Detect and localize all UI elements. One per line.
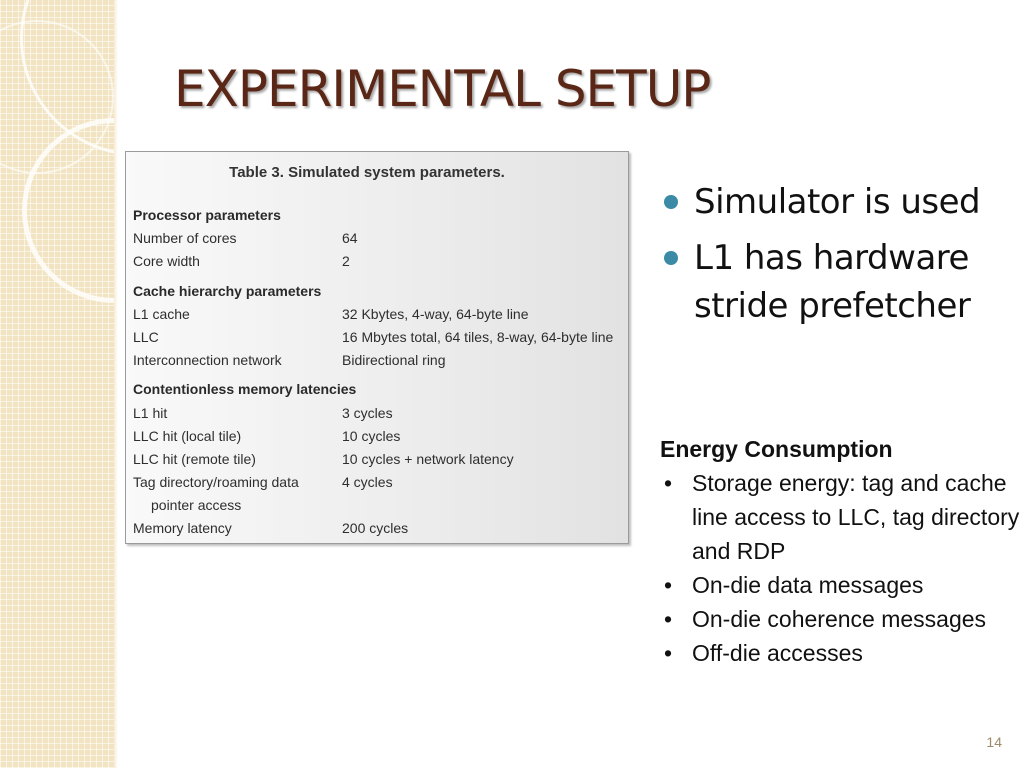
energy-consumption-block <box>660 432 1020 670</box>
param-label: Interconnection network <box>133 352 282 368</box>
param-value: Bidirectional ring <box>342 352 446 368</box>
param-label: Number of cores <box>133 230 237 246</box>
energy-list <box>660 466 1020 670</box>
energy-item <box>660 602 1020 636</box>
table-section-heading: Contentionless memory latencies <box>133 381 357 397</box>
param-label: Core width <box>133 253 200 269</box>
param-label: LLC <box>133 329 159 345</box>
table-row <box>133 327 613 347</box>
param-label: Memory latency <box>133 520 232 536</box>
param-label: LLC hit (local tile) <box>133 428 242 444</box>
table-row <box>133 518 408 538</box>
bullet-item <box>660 178 1020 226</box>
table-section-heading: Processor parameters <box>133 207 281 223</box>
param-value: 2 <box>342 253 350 269</box>
table-row <box>133 426 400 446</box>
param-value: 16 Mbytes total, 64 tiles, 8-way, 64-byte line <box>342 329 614 345</box>
param-value: 32 Kbytes, 4-way, 64-byte line <box>342 306 529 322</box>
param-label: L1 cache <box>133 306 190 322</box>
table-caption: Table 3. Simulated system parameters. <box>229 164 505 181</box>
bullet-icon: • <box>664 606 673 632</box>
main-bullet-list <box>660 178 1020 338</box>
param-value: 64 <box>342 230 358 246</box>
table-row <box>133 251 350 271</box>
bullet-dot-icon <box>664 251 678 265</box>
param-label: Tag directory/roaming data <box>133 474 299 490</box>
page-number: 14 <box>986 734 1002 750</box>
table-row <box>133 403 393 423</box>
energy-item <box>660 466 1020 568</box>
table-section-heading: Cache hierarchy parameters <box>133 283 322 299</box>
energy-item-text: Off-die accesses <box>692 640 863 666</box>
param-label: L1 hit <box>133 405 168 421</box>
bullet-text: Simulator is used <box>694 182 981 222</box>
decorative-side-band <box>0 0 115 768</box>
table-row <box>133 495 360 515</box>
slide-title: EXPERIMENTAL SETUP <box>174 60 711 118</box>
parameters-table <box>125 151 629 544</box>
param-value: 10 cycles + network latency <box>342 451 514 467</box>
bullet-icon: • <box>664 640 673 666</box>
energy-item-text: Storage energy: tag and cache line access to LLC, tag directory and RDP <box>692 470 1020 564</box>
energy-item <box>660 568 1020 602</box>
param-label: pointer access <box>151 497 242 513</box>
bullet-text: L1 has hardware stride prefetcher <box>694 238 971 326</box>
table-row <box>133 472 393 492</box>
param-value: 200 cycles <box>342 520 409 536</box>
table-row <box>133 350 446 370</box>
bullet-icon: • <box>664 572 673 598</box>
table-row <box>133 304 529 324</box>
energy-item-text: On-die data messages <box>692 572 924 598</box>
energy-heading: Energy Consumption <box>660 436 893 462</box>
param-value: 4 cycles <box>342 474 393 490</box>
bullet-item <box>660 234 1020 330</box>
param-value: 3 cycles <box>342 405 393 421</box>
table-row <box>133 228 358 248</box>
bullet-dot-icon <box>664 195 678 209</box>
param-value: 10 cycles <box>342 428 401 444</box>
bullet-icon: • <box>664 470 673 496</box>
table-row <box>133 449 514 469</box>
param-label: LLC hit (remote tile) <box>133 451 256 467</box>
energy-item <box>660 636 1020 670</box>
energy-item-text: On-die coherence messages <box>692 606 987 632</box>
